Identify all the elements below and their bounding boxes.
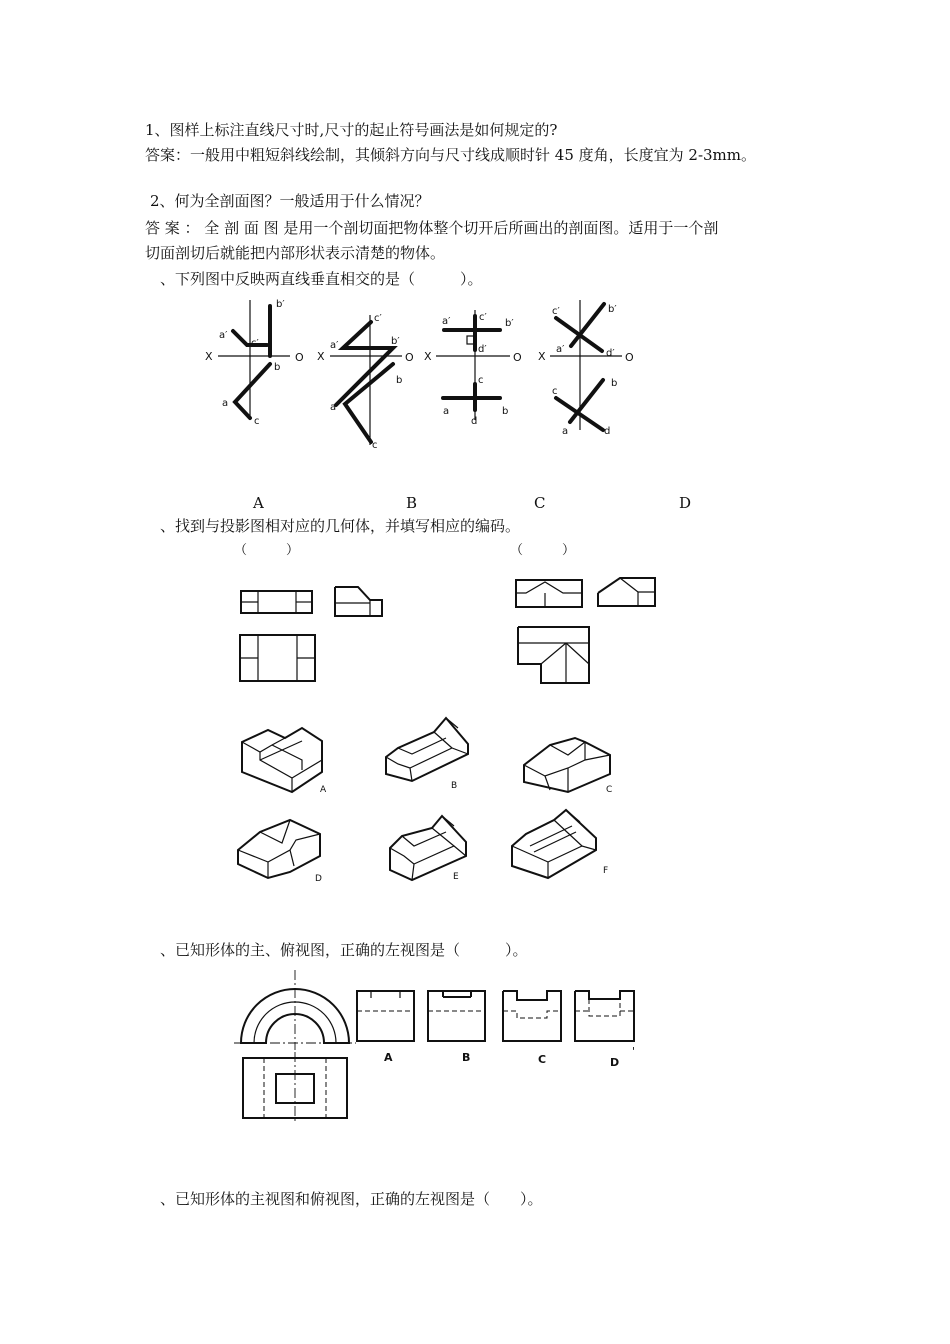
svg-text:c′: c′ — [374, 313, 382, 324]
svg-text:O: O — [405, 351, 414, 364]
q2-question: 2、何为全剖面图？一般适用于什么情况？ — [150, 192, 430, 210]
svg-text:c: c — [254, 416, 260, 427]
svg-text:a′: a′ — [219, 330, 228, 341]
svg-text:O: O — [625, 351, 634, 364]
svg-text:c: c — [478, 375, 484, 386]
q6-question: 、已知形体的主视图和俯视图，正确的左视图是（ ）。 — [160, 1190, 543, 1208]
svg-text:b′: b′ — [391, 336, 400, 347]
svg-text:a′: a′ — [442, 316, 451, 327]
svg-text:a: a — [562, 426, 569, 437]
q4-label-a: A — [320, 785, 327, 795]
svg-text:c′: c′ — [552, 306, 560, 317]
svg-text:a: a — [222, 398, 229, 409]
q1-answer: 答案：一般用中粗短斜线绘制，其倾斜方向与尺寸线成顺时针 45 度角，长度宜为 2-3mm。 — [145, 146, 756, 164]
q2-answer-line1: 答 案 ： 全 剖 面 图 是用一个剖切面把物体整个切开后所画出的剖面图。适用于一个剖 — [145, 219, 719, 237]
svg-text:d′: d′ — [478, 344, 487, 355]
q5-tick-mark: ' — [632, 1045, 636, 1058]
q4-blank-2[interactable]: （ ） — [510, 543, 576, 558]
q5-top-view — [243, 1052, 347, 1124]
q5-label-d: D — [610, 1056, 620, 1069]
svg-text:b: b — [396, 375, 403, 386]
q5-option-d-view — [575, 991, 634, 1041]
q5-label-c: C — [538, 1053, 547, 1066]
q3-option-b: B — [406, 494, 418, 512]
svg-text:b′: b′ — [276, 299, 285, 310]
svg-text:c: c — [552, 386, 558, 397]
svg-text:O: O — [513, 351, 522, 364]
q4-label-b: B — [451, 781, 458, 791]
q4-label-d: D — [315, 874, 322, 884]
svg-text:b: b — [274, 362, 281, 373]
svg-text:X: X — [317, 350, 325, 363]
q5-label-a: A — [384, 1051, 393, 1064]
q4-question: 、找到与投影图相对应的几何体，并填写相应的编码。 — [160, 517, 521, 535]
q4-label-c: C — [606, 785, 613, 795]
svg-text:d: d — [471, 416, 478, 427]
svg-text:O: O — [295, 351, 304, 364]
svg-text:d: d — [604, 426, 611, 437]
q5-question: 、已知形体的主、俯视图，正确的左视图是（ ）。 — [160, 941, 528, 959]
q5-label-b: B — [462, 1051, 471, 1064]
q4-label-f: F — [603, 866, 609, 876]
q5-option-b-view — [428, 991, 485, 1041]
q5-front-view — [234, 970, 356, 1050]
q3-question: 、下列图中反映两直线垂直相交的是（ ）。 — [160, 270, 483, 288]
svg-text:c′: c′ — [479, 312, 487, 323]
svg-text:c: c — [372, 440, 378, 451]
svg-text:a: a — [330, 402, 337, 413]
svg-text:b: b — [611, 378, 618, 389]
svg-text:a′: a′ — [330, 340, 339, 351]
svg-text:X: X — [205, 350, 213, 363]
svg-text:X: X — [538, 350, 546, 363]
svg-text:a′: a′ — [556, 344, 565, 355]
q3-option-a: A — [253, 494, 264, 512]
svg-text:d′: d′ — [606, 348, 615, 359]
svg-text:b′: b′ — [608, 304, 617, 315]
q2-answer-line2: 切面剖切后就能把内部形状表示清楚的物体。 — [145, 244, 446, 262]
svg-text:b′: b′ — [505, 318, 514, 329]
svg-text:X: X — [424, 350, 432, 363]
q3-option-c: C — [534, 494, 546, 512]
q4-blank-1[interactable]: （ ） — [234, 543, 300, 558]
svg-text:a: a — [443, 406, 450, 417]
q5-option-c-view — [503, 991, 561, 1041]
svg-text:b: b — [502, 406, 509, 417]
q1-question: 1、图样上标注直线尺寸时,尺寸的起止符号画法是如何规定的? — [145, 121, 558, 139]
svg-text:c′: c′ — [251, 338, 259, 349]
q4-label-e: E — [453, 872, 459, 882]
q5-option-a-view — [357, 991, 414, 1041]
q3-option-d: D — [679, 494, 692, 512]
